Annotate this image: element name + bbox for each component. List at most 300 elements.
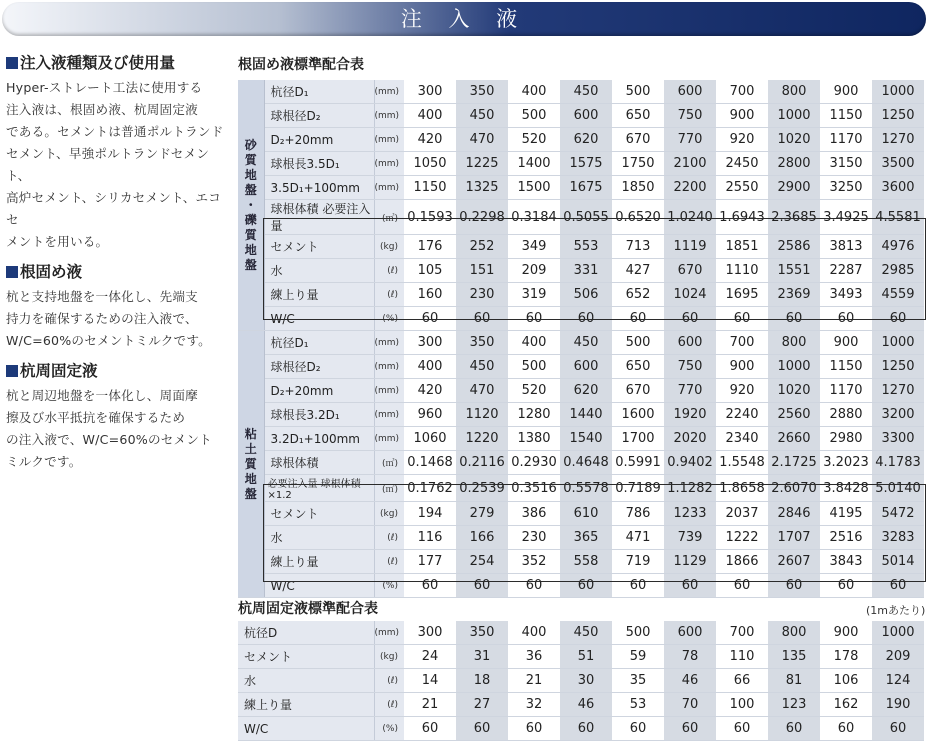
table-cell: 60 [872, 717, 924, 741]
table-cell: 32 [508, 693, 560, 717]
table-cell: 254 [456, 550, 508, 574]
table-cell: 60 [664, 307, 716, 331]
table-cell: 400 [404, 104, 456, 128]
page-title: 注 入 液 [400, 7, 528, 31]
table-cell: 1050 [404, 152, 456, 176]
table-cell: 1024 [664, 283, 716, 307]
row-label: 球根径D₂ [264, 104, 374, 128]
table-cell: 0.7189 [612, 475, 664, 502]
table-cell: 1170 [820, 128, 872, 152]
table-cell: 1000 [768, 355, 820, 379]
table-cell: 190 [872, 693, 924, 717]
table-cell: 3600 [872, 176, 924, 200]
table-cell: 350 [456, 331, 508, 355]
table-cell: 0.3516 [508, 475, 560, 502]
table-row [238, 475, 924, 502]
row-unit: (㎥) [374, 475, 404, 502]
table-row [238, 645, 924, 669]
table-row [238, 526, 924, 550]
table-cell: 1551 [768, 259, 820, 283]
table-cell: 135 [768, 645, 820, 669]
table-cell: 60 [612, 307, 664, 331]
row-unit: (ℓ) [374, 693, 404, 717]
table-cell: 386 [508, 502, 560, 526]
row-unit: (㎥) [374, 200, 404, 235]
table-cell: 18 [456, 669, 508, 693]
table-cell: 230 [456, 283, 508, 307]
table-cell: 1851 [716, 235, 768, 259]
row-label: D₂+20mm [264, 379, 374, 403]
table-cell: 1110 [716, 259, 768, 283]
table-cell: 46 [664, 669, 716, 693]
table-cell: 124 [872, 669, 924, 693]
table2-note: (1mあたり) [866, 604, 926, 617]
table-cell: 31 [456, 645, 508, 669]
row-label: 練上り量 [238, 693, 374, 717]
row-label: 球根体積 [264, 451, 374, 475]
table-cell: 1270 [872, 379, 924, 403]
table-row [238, 104, 924, 128]
row-label: 必要注入量 球根体積×1.2 [264, 475, 374, 502]
table-cell: 3250 [820, 176, 872, 200]
table-cell: 60 [820, 307, 872, 331]
row-label: W/C [264, 307, 374, 331]
table-cell: 719 [612, 550, 664, 574]
row-label: D₂+20mm [264, 128, 374, 152]
table-cell: 2846 [768, 502, 820, 526]
table-row [238, 379, 924, 403]
table-cell: 920 [716, 379, 768, 403]
row-label: 練上り量 [264, 550, 374, 574]
table-cell: 750 [664, 104, 716, 128]
table-cell: 1000 [872, 80, 924, 104]
table-cell: 3813 [820, 235, 872, 259]
table-cell: 400 [508, 621, 560, 645]
table-cell: 450 [456, 104, 508, 128]
table-cell: 420 [404, 379, 456, 403]
table-cell: 60 [768, 307, 820, 331]
table-cell: 800 [768, 621, 820, 645]
table-cell: 1440 [560, 403, 612, 427]
table-cell: 652 [612, 283, 664, 307]
table-cell: 1150 [404, 176, 456, 200]
table-cell: 1119 [664, 235, 716, 259]
table-cell: 3500 [872, 152, 924, 176]
table-cell: 60 [508, 574, 560, 598]
row-label: 水 [264, 526, 374, 550]
row-unit: (%) [374, 574, 404, 598]
table-row [238, 427, 924, 451]
table-cell: 1280 [508, 403, 560, 427]
table-cell: 60 [872, 574, 924, 598]
table-row [238, 283, 924, 307]
row-label: セメント [238, 645, 374, 669]
table-cell: 4.1783 [872, 451, 924, 475]
table-cell: 450 [560, 80, 612, 104]
row-unit: (ℓ) [374, 550, 404, 574]
table-cell: 1270 [872, 128, 924, 152]
table-row [238, 176, 924, 200]
table-cell: 713 [612, 235, 664, 259]
row-label: セメント [264, 502, 374, 526]
table-cell: 1400 [508, 152, 560, 176]
table-cell: 1225 [456, 152, 508, 176]
table-cell: 1129 [664, 550, 716, 574]
row-unit: (mm) [374, 128, 404, 152]
row-unit: (%) [374, 717, 404, 741]
square-bullet-icon [6, 365, 18, 377]
table-cell: 4559 [872, 283, 924, 307]
table-cell: 1540 [560, 427, 612, 451]
table-cell: 1675 [560, 176, 612, 200]
square-bullet-icon [6, 266, 18, 278]
table-row [238, 235, 924, 259]
table-cell: 3150 [820, 152, 872, 176]
table-cell: 60 [612, 574, 664, 598]
table-cell: 670 [664, 259, 716, 283]
table-cell: 1380 [508, 427, 560, 451]
table-cell: 2.6070 [768, 475, 820, 502]
table-cell: 600 [664, 331, 716, 355]
table-cell: 53 [612, 693, 664, 717]
table-cell: 900 [820, 621, 872, 645]
row-unit: (kg) [374, 235, 404, 259]
table-cell: 2607 [768, 550, 820, 574]
table-cell: 106 [820, 669, 872, 693]
table-cell: 60 [508, 307, 560, 331]
table-cell: 786 [612, 502, 664, 526]
table-cell: 3843 [820, 550, 872, 574]
row-unit: (ℓ) [374, 526, 404, 550]
table-cell: 2369 [768, 283, 820, 307]
table-cell: 59 [612, 645, 664, 669]
table-row [238, 307, 924, 331]
table-cell: 1850 [612, 176, 664, 200]
table-cell: 2450 [716, 152, 768, 176]
table-cell: 1700 [612, 427, 664, 451]
table-cell: 427 [612, 259, 664, 283]
table-cell: 300 [404, 80, 456, 104]
table-cell: 2100 [664, 152, 716, 176]
table-cell: 0.1762 [404, 475, 456, 502]
table-cell: 1220 [456, 427, 508, 451]
table-cell: 5.0140 [872, 475, 924, 502]
row-label: 球根長3.5D₁ [264, 152, 374, 176]
table-cell: 750 [664, 355, 716, 379]
row-label: 練上り量 [264, 283, 374, 307]
table-cell: 900 [820, 331, 872, 355]
table-cell: 2.1725 [768, 451, 820, 475]
section-heading-types: 注入液種類及び使用量 [6, 52, 228, 74]
table-cell: 35 [612, 669, 664, 693]
table-cell: 500 [612, 80, 664, 104]
table-cell: 4.5581 [872, 200, 924, 235]
table-cell: 1575 [560, 152, 612, 176]
table-cell: 60 [508, 717, 560, 741]
table-cell: 78 [664, 645, 716, 669]
table-cell: 46 [560, 693, 612, 717]
table-cell: 1150 [820, 355, 872, 379]
table-cell: 450 [560, 331, 612, 355]
table-cell: 0.2930 [508, 451, 560, 475]
table-cell: 1150 [820, 104, 872, 128]
table-cell: 350 [456, 621, 508, 645]
table-cell: 1.6943 [716, 200, 768, 235]
row-label: 杭径D₁ [264, 331, 374, 355]
table-cell: 60 [664, 717, 716, 741]
table-cell: 2586 [768, 235, 820, 259]
table-cell: 610 [560, 502, 612, 526]
table-cell: 800 [768, 331, 820, 355]
row-label: 球根径D₂ [264, 355, 374, 379]
table-cell: 0.1468 [404, 451, 456, 475]
table2-title: 杭周固定液標準配合表 [238, 601, 378, 617]
table-cell: 349 [508, 235, 560, 259]
table-cell: 600 [664, 621, 716, 645]
row-unit: (ℓ) [374, 669, 404, 693]
table-cell: 3493 [820, 283, 872, 307]
table-cell: 116 [404, 526, 456, 550]
table-cell: 1920 [664, 403, 716, 427]
row-label: 3.2D₁+100mm [264, 427, 374, 451]
row-unit: (mm) [374, 427, 404, 451]
table-cell: 0.5991 [612, 451, 664, 475]
table-cell: 600 [664, 80, 716, 104]
row-unit: (mm) [374, 331, 404, 355]
table-cell: 1020 [768, 128, 820, 152]
table-cell: 1250 [872, 104, 924, 128]
table-cell: 2240 [716, 403, 768, 427]
table-row [238, 259, 924, 283]
row-label: 水 [238, 669, 374, 693]
table-cell: 0.2539 [456, 475, 508, 502]
table-cell: 0.5055 [560, 200, 612, 235]
table-cell: 1120 [456, 403, 508, 427]
table-cell: 2037 [716, 502, 768, 526]
table-cell: 60 [456, 574, 508, 598]
table-cell: 900 [716, 104, 768, 128]
table-cell: 162 [820, 693, 872, 717]
table-cell: 331 [560, 259, 612, 283]
table-cell: 400 [508, 331, 560, 355]
table-cell: 60 [612, 717, 664, 741]
table-cell: 700 [716, 621, 768, 645]
table-cell: 1250 [872, 355, 924, 379]
row-label: 杭径D [238, 621, 374, 645]
table-cell: 2550 [716, 176, 768, 200]
table-cell: 0.9402 [664, 451, 716, 475]
table-cell: 0.4648 [560, 451, 612, 475]
table-cell: 60 [664, 574, 716, 598]
table-cell: 600 [560, 355, 612, 379]
table-cell: 60 [716, 307, 768, 331]
table-cell: 1.8658 [716, 475, 768, 502]
table-cell: 1020 [768, 379, 820, 403]
table-cell: 160 [404, 283, 456, 307]
row-unit: (mm) [374, 176, 404, 200]
table-cell: 194 [404, 502, 456, 526]
table-cell: 2.3685 [768, 200, 820, 235]
table-cell: 60 [768, 717, 820, 741]
table-cell: 600 [560, 104, 612, 128]
table-cell: 0.5578 [560, 475, 612, 502]
table-cell: 36 [508, 645, 560, 669]
table-cell: 178 [820, 645, 872, 669]
table-row [238, 128, 924, 152]
table-cell: 1233 [664, 502, 716, 526]
table-cell: 558 [560, 550, 612, 574]
table-row [238, 502, 924, 526]
shaft-grout-table [238, 621, 924, 741]
table-cell: 1500 [508, 176, 560, 200]
table-cell: 21 [508, 669, 560, 693]
table-cell: 350 [456, 80, 508, 104]
table-cell: 60 [820, 574, 872, 598]
table-cell: 4976 [872, 235, 924, 259]
table-cell: 1866 [716, 550, 768, 574]
table-cell: 105 [404, 259, 456, 283]
table-cell: 900 [716, 355, 768, 379]
table-cell: 1.0240 [664, 200, 716, 235]
table-row [238, 331, 924, 355]
soil-group-label: 粘 土 質 地 盤 [238, 331, 264, 598]
table-cell: 4195 [820, 502, 872, 526]
table-cell: 14 [404, 669, 456, 693]
table-cell: 2980 [820, 427, 872, 451]
table-cell: 60 [456, 717, 508, 741]
table-cell: 3.2023 [820, 451, 872, 475]
table-cell: 650 [612, 104, 664, 128]
table-cell: 2800 [768, 152, 820, 176]
table-cell: 500 [612, 331, 664, 355]
section-heading-root: 根固め液 [6, 261, 228, 283]
table-cell: 520 [508, 379, 560, 403]
table-cell: 1750 [612, 152, 664, 176]
table-cell: 1600 [612, 403, 664, 427]
section-body-shaft: 杭と周辺地盤を一体化し、周面摩 擦及び水平抵抗を確保するため の注入液で、W/C=60%のセメント ミルクです。 [6, 388, 212, 469]
row-unit: (㎥) [374, 451, 404, 475]
table-cell: 3.4925 [820, 200, 872, 235]
root-grout-table [238, 80, 924, 598]
table-cell: 470 [456, 128, 508, 152]
table-cell: 60 [456, 307, 508, 331]
table-cell: 2660 [768, 427, 820, 451]
row-label: 球根長3.2D₁ [264, 403, 374, 427]
table-cell: 70 [664, 693, 716, 717]
table-row [238, 574, 924, 598]
table-cell: 51 [560, 645, 612, 669]
table-cell: 151 [456, 259, 508, 283]
table-cell: 123 [768, 693, 820, 717]
table-cell: 60 [404, 574, 456, 598]
table-cell: 60 [872, 307, 924, 331]
table-cell: 670 [612, 379, 664, 403]
table-cell: 670 [612, 128, 664, 152]
table-cell: 770 [664, 128, 716, 152]
table-cell: 470 [456, 379, 508, 403]
section-body-types: Hyper-ストレート工法に使用する 注入液は、根固め液、杭周固定液 である。セメントは普通ポルトランド セメント、早強ポルトランドセメント、 高炉セメント、シリカセメント、エコセ メントを用いる。 [6, 80, 224, 249]
table-row [238, 403, 924, 427]
table-cell: 352 [508, 550, 560, 574]
row-unit: (ℓ) [374, 283, 404, 307]
table-cell: 0.1593 [404, 200, 456, 235]
table-cell: 166 [456, 526, 508, 550]
row-label: 水 [264, 259, 374, 283]
row-label: 球根体積 必要注入量 [264, 200, 374, 235]
table-cell: 920 [716, 128, 768, 152]
table-cell: 60 [560, 717, 612, 741]
header-banner [2, 2, 926, 36]
table-cell: 27 [456, 693, 508, 717]
table1-title: 根固め液標準配合表 [238, 57, 364, 73]
table-row [238, 550, 924, 574]
row-label: 杭径D₁ [264, 80, 374, 104]
table-cell: 2985 [872, 259, 924, 283]
row-unit: (mm) [374, 80, 404, 104]
table-cell: 60 [768, 574, 820, 598]
table-cell: 100 [716, 693, 768, 717]
table-cell: 252 [456, 235, 508, 259]
table-cell: 960 [404, 403, 456, 427]
table-cell: 2516 [820, 526, 872, 550]
table-cell: 60 [560, 307, 612, 331]
row-unit: (mm) [374, 621, 404, 645]
table-cell: 1170 [820, 379, 872, 403]
row-unit: (%) [374, 307, 404, 331]
table-cell: 3283 [872, 526, 924, 550]
table-cell: 2287 [820, 259, 872, 283]
table-cell: 2560 [768, 403, 820, 427]
row-unit: (mm) [374, 152, 404, 176]
row-label: セメント [264, 235, 374, 259]
table-cell: 300 [404, 331, 456, 355]
table-cell: 81 [768, 669, 820, 693]
table-cell: 0.2116 [456, 451, 508, 475]
table-cell: 2020 [664, 427, 716, 451]
table-cell: 176 [404, 235, 456, 259]
table-cell: 650 [612, 355, 664, 379]
table-cell: 553 [560, 235, 612, 259]
soil-group-label: 砂 質 地 盤 ・ 礫 質 地 盤 [238, 80, 264, 331]
section-heading-shaft: 杭周固定液 [6, 360, 228, 382]
table-cell: 60 [404, 717, 456, 741]
table-cell: 60 [560, 574, 612, 598]
table-cell: 209 [872, 645, 924, 669]
table-cell: 30 [560, 669, 612, 693]
table-cell: 1000 [768, 104, 820, 128]
table-cell: 0.3184 [508, 200, 560, 235]
table-cell: 506 [560, 283, 612, 307]
row-unit: (kg) [374, 645, 404, 669]
table-cell: 1000 [872, 621, 924, 645]
table-cell: 400 [508, 80, 560, 104]
table-cell: 1325 [456, 176, 508, 200]
table-cell: 230 [508, 526, 560, 550]
square-bullet-icon [6, 57, 18, 69]
intro-text [6, 52, 228, 481]
table-cell: 2880 [820, 403, 872, 427]
row-unit: (kg) [374, 502, 404, 526]
row-unit: (ℓ) [374, 259, 404, 283]
table-row [238, 693, 924, 717]
table-cell: 177 [404, 550, 456, 574]
table-cell: 1000 [872, 331, 924, 355]
table-cell: 300 [404, 621, 456, 645]
table-cell: 1.1282 [664, 475, 716, 502]
table-cell: 2200 [664, 176, 716, 200]
table-row [238, 152, 924, 176]
table-row [238, 669, 924, 693]
